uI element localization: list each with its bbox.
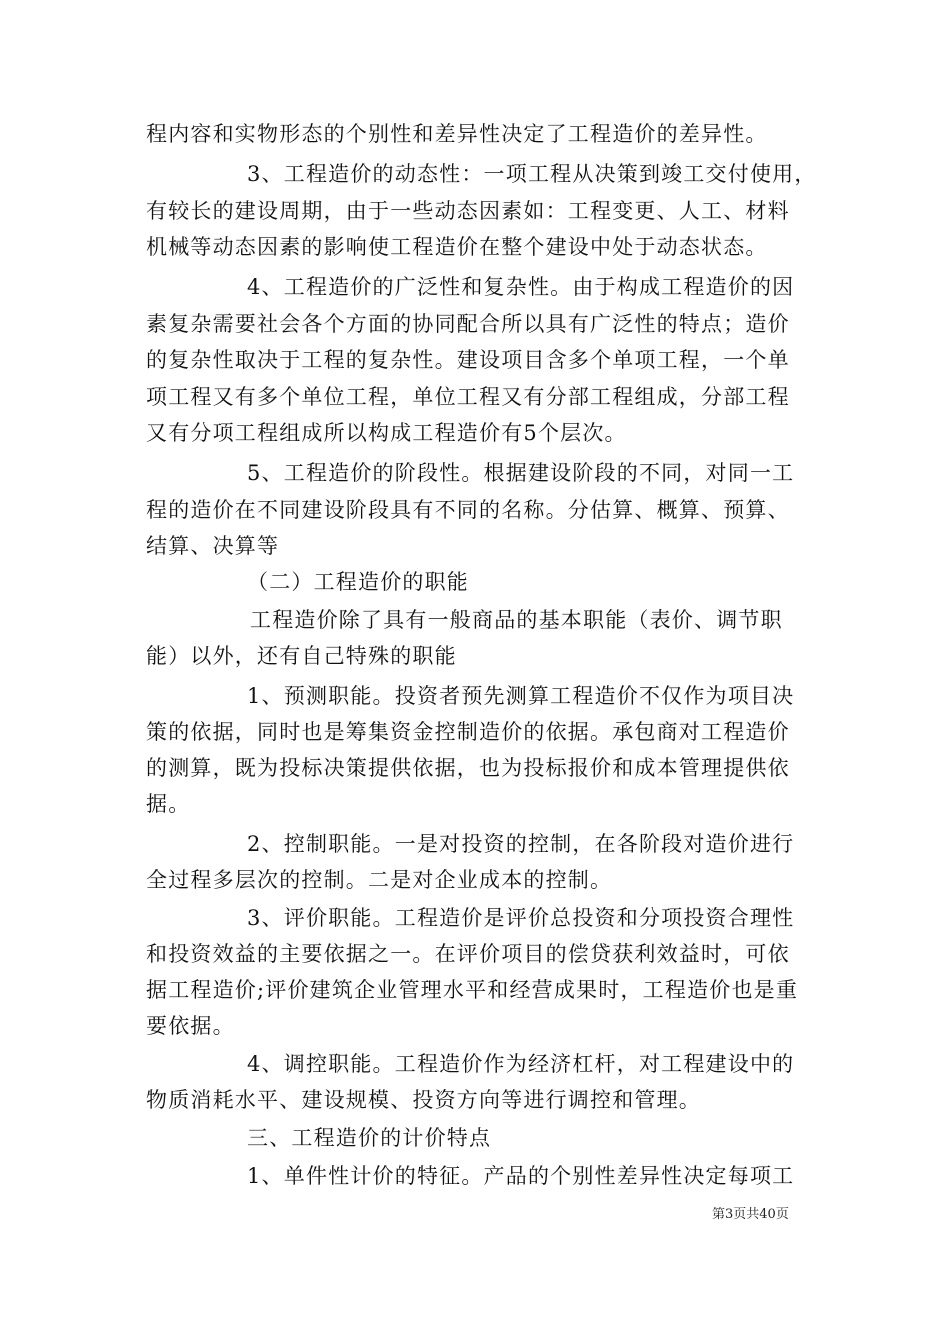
text-line: 4、工程造价的广泛性和复杂性。由于构成工程造价的因 [247, 275, 795, 299]
text-line: 2、控制职能。一是对投资的控制，在各阶段对造价进行 [247, 832, 795, 856]
text-line: 能）以外，还有自己特殊的职能 [146, 644, 457, 668]
text-line: 策的依据，同时也是筹集资金控制造价的依据。承包商对工程造价 [146, 720, 790, 744]
text-line: 的复杂性取决于工程的复杂性。建设项目含多个单项工程，一个单 [146, 348, 790, 372]
text-line: 程的造价在不同建设阶段具有不同的名称。分估算、概算、预算、 [146, 498, 790, 522]
text-line: 素复杂需要社会各个方面的协同配合所以具有广泛性的特点；造价 [146, 312, 790, 336]
text-line: 3、工程造价的动态性：一项工程从决策到竣工交付使用， [247, 162, 817, 186]
text-line: 1、预测职能。投资者预先测算工程造价不仅作为项目决 [247, 684, 795, 708]
text-line: 的测算，既为投标决策提供依据，也为投标报价和成本管理提供依 [146, 756, 790, 780]
text-line: 有较长的建设周期，由于一些动态因素如：工程变更、人工、材料 [146, 199, 790, 223]
text-line: 程内容和实物形态的个别性和差异性决定了工程造价的差异性。 [146, 122, 768, 146]
text-line: 4、调控职能。工程造价作为经济杠杆，对工程建设中的 [247, 1052, 795, 1076]
text-line: 据工程造价;评价建筑企业管理水平和经营成果时，工程造价也是重 [146, 978, 799, 1002]
text-line: 5、工程造价的阶段性。根据建设阶段的不同，对同一工 [247, 461, 795, 485]
section-heading: （二）工程造价的职能 [247, 570, 469, 594]
text-line: 又有分项工程组成所以构成工程造价有5个层次。 [146, 421, 627, 445]
text-line: 3、评价职能。工程造价是评价总投资和分项投资合理性 [247, 906, 795, 930]
text-line: 1、单件性计价的特征。产品的个别性差异性决定每项工 [247, 1164, 795, 1188]
text-line: 和投资效益的主要依据之一。在评价项目的偿贷获利效益时，可依 [146, 942, 790, 966]
text-line: 工程造价除了具有一般商品的基本职能（表价、调节职 [250, 608, 783, 632]
text-line: 项工程又有多个单位工程，单位工程又有分部工程组成，分部工程 [146, 385, 790, 409]
text-line: 物质消耗水平、建设规模、投资方向等进行调控和管理。 [146, 1088, 701, 1112]
text-line: 结算、决算等 [146, 534, 280, 558]
section-heading: 三、工程造价的计价特点 [247, 1126, 492, 1150]
text-line: 机械等动态因素的影响使工程造价在整个建设中处于动态状态。 [146, 235, 768, 259]
text-line: 全过程多层次的控制。二是对企业成本的控制。 [146, 868, 613, 892]
text-line: 据。 [146, 792, 191, 816]
page-footer: 第3页共40页 [712, 1207, 789, 1222]
text-line: 要依据。 [146, 1014, 235, 1038]
